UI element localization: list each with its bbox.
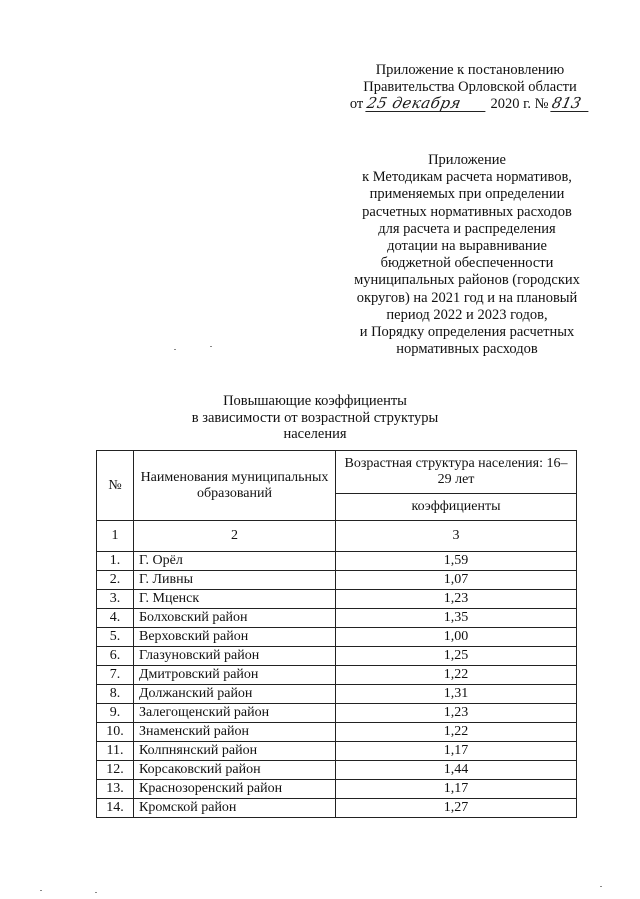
annex-date-line: [340, 96, 600, 113]
header-num: №: [97, 451, 134, 521]
coefficient-value: 1,23: [336, 704, 577, 723]
appendix-line: муниципальных районов (городских: [354, 272, 580, 289]
scan-speck: [95, 892, 97, 893]
title-line: в зависимости от возрастной структуры: [191, 409, 439, 426]
row-number: 2.: [97, 571, 134, 590]
municipality-name: Г. Орёл: [134, 552, 336, 571]
municipality-name: Верховский район: [134, 628, 336, 647]
municipality-name: Болховский район: [134, 609, 336, 628]
appendix-line: период 2022 и 2023 годов,: [386, 306, 548, 323]
row-number: 13.: [97, 780, 134, 799]
appendix-line: дотации на выравнивание: [387, 238, 547, 255]
municipality-name: Краснозоренский район: [134, 780, 336, 799]
table-row: [97, 571, 577, 590]
coefficient-value: 1,22: [336, 666, 577, 685]
table-row: [97, 647, 577, 666]
coefficient-value: 1,31: [336, 685, 577, 704]
table-row: [97, 609, 577, 628]
municipality-name: Должанский район: [134, 685, 336, 704]
row-number: 8.: [97, 685, 134, 704]
annex-header: [340, 62, 600, 113]
scan-speck: [174, 349, 176, 350]
coefficient-value: 1,00: [336, 628, 577, 647]
row-number: 1.: [97, 552, 134, 571]
municipality-name: Глазуновский район: [134, 647, 336, 666]
table-row: [97, 742, 577, 761]
municipality-name: Дмитровский район: [134, 666, 336, 685]
municipality-name: Колпнянский район: [134, 742, 336, 761]
index-cell: 1: [97, 521, 134, 552]
table-row: [97, 723, 577, 742]
coefficient-value: 1,35: [336, 609, 577, 628]
scan-speck: [40, 890, 42, 891]
scan-speck: [210, 346, 212, 347]
appendix-line: расчетных нормативных расходов: [362, 203, 572, 220]
annex-from-prefix: от: [349, 96, 364, 112]
appendix-block: [328, 152, 606, 358]
header-coefficients: коэффициенты: [336, 494, 577, 521]
title-line: Повышающие коэффициенты: [223, 393, 407, 409]
table-row: [97, 590, 577, 609]
coefficient-value: 1,17: [336, 780, 577, 799]
table-row: [97, 704, 577, 723]
row-number: 12.: [97, 761, 134, 780]
table-row: [97, 685, 577, 704]
coefficient-value: 1,25: [336, 647, 577, 666]
row-number: 9.: [97, 704, 134, 723]
handwritten-date: 25 декабря: [365, 96, 488, 112]
coefficient-value: 1,44: [336, 761, 577, 780]
row-number: 4.: [97, 609, 134, 628]
municipality-name: Г. Мценск: [134, 590, 336, 609]
table-title: [180, 393, 450, 443]
annex-line-2: Правительства Орловской области: [363, 79, 577, 95]
table-row: [97, 780, 577, 799]
header-age-group: Возрастная структура населения: 16–29 лет: [336, 451, 577, 494]
appendix-line: к Методикам расчета нормативов,: [362, 169, 572, 186]
row-number: 7.: [97, 666, 134, 685]
municipality-name: Залегощенский район: [134, 704, 336, 723]
table-body: [97, 552, 577, 818]
coefficient-value: 1,17: [336, 742, 577, 761]
row-number: 6.: [97, 647, 134, 666]
title-line: населения: [283, 426, 347, 442]
scan-speck: [600, 886, 602, 887]
table-header-row: [97, 451, 577, 494]
appendix-line: для расчета и распределения: [378, 220, 556, 237]
row-number: 14.: [97, 799, 134, 818]
coefficient-value: 1,59: [336, 552, 577, 571]
row-number: 11.: [97, 742, 134, 761]
appendix-line: и Порядку определения расчетных: [359, 324, 575, 341]
table-row: [97, 628, 577, 647]
appendix-line: бюджетной обеспеченности: [380, 255, 554, 272]
coefficient-value: 1,07: [336, 571, 577, 590]
annex-line-1: Приложение к постановлению: [375, 62, 565, 78]
coefficient-value: 1,23: [336, 590, 577, 609]
row-number: 5.: [97, 628, 134, 647]
appendix-line: применяемых при определении: [369, 186, 565, 203]
handwritten-number: 813: [550, 96, 591, 112]
municipality-name: Г. Ливны: [134, 571, 336, 590]
appendix-line: Приложение: [428, 152, 506, 168]
table-index-row: [97, 521, 577, 552]
municipality-name: Корсаковский район: [134, 761, 336, 780]
header-name: Наименования муниципальных образований: [134, 451, 336, 521]
table-row: [97, 666, 577, 685]
coefficient-value: 1,22: [336, 723, 577, 742]
coefficients-table: [96, 450, 577, 818]
index-cell: 3: [336, 521, 577, 552]
annex-year-suffix: 2020 г. №: [490, 96, 549, 112]
index-cell: 2: [134, 521, 336, 552]
row-number: 10.: [97, 723, 134, 742]
coefficient-value: 1,27: [336, 799, 577, 818]
appendix-line: нормативных расходов: [396, 341, 538, 358]
municipality-name: Знаменский район: [134, 723, 336, 742]
table-row: [97, 552, 577, 571]
appendix-line: округов) на 2021 год и на плановый: [356, 289, 578, 306]
table-row: [97, 761, 577, 780]
table-row: [97, 799, 577, 818]
municipality-name: Кромской район: [134, 799, 336, 818]
row-number: 3.: [97, 590, 134, 609]
